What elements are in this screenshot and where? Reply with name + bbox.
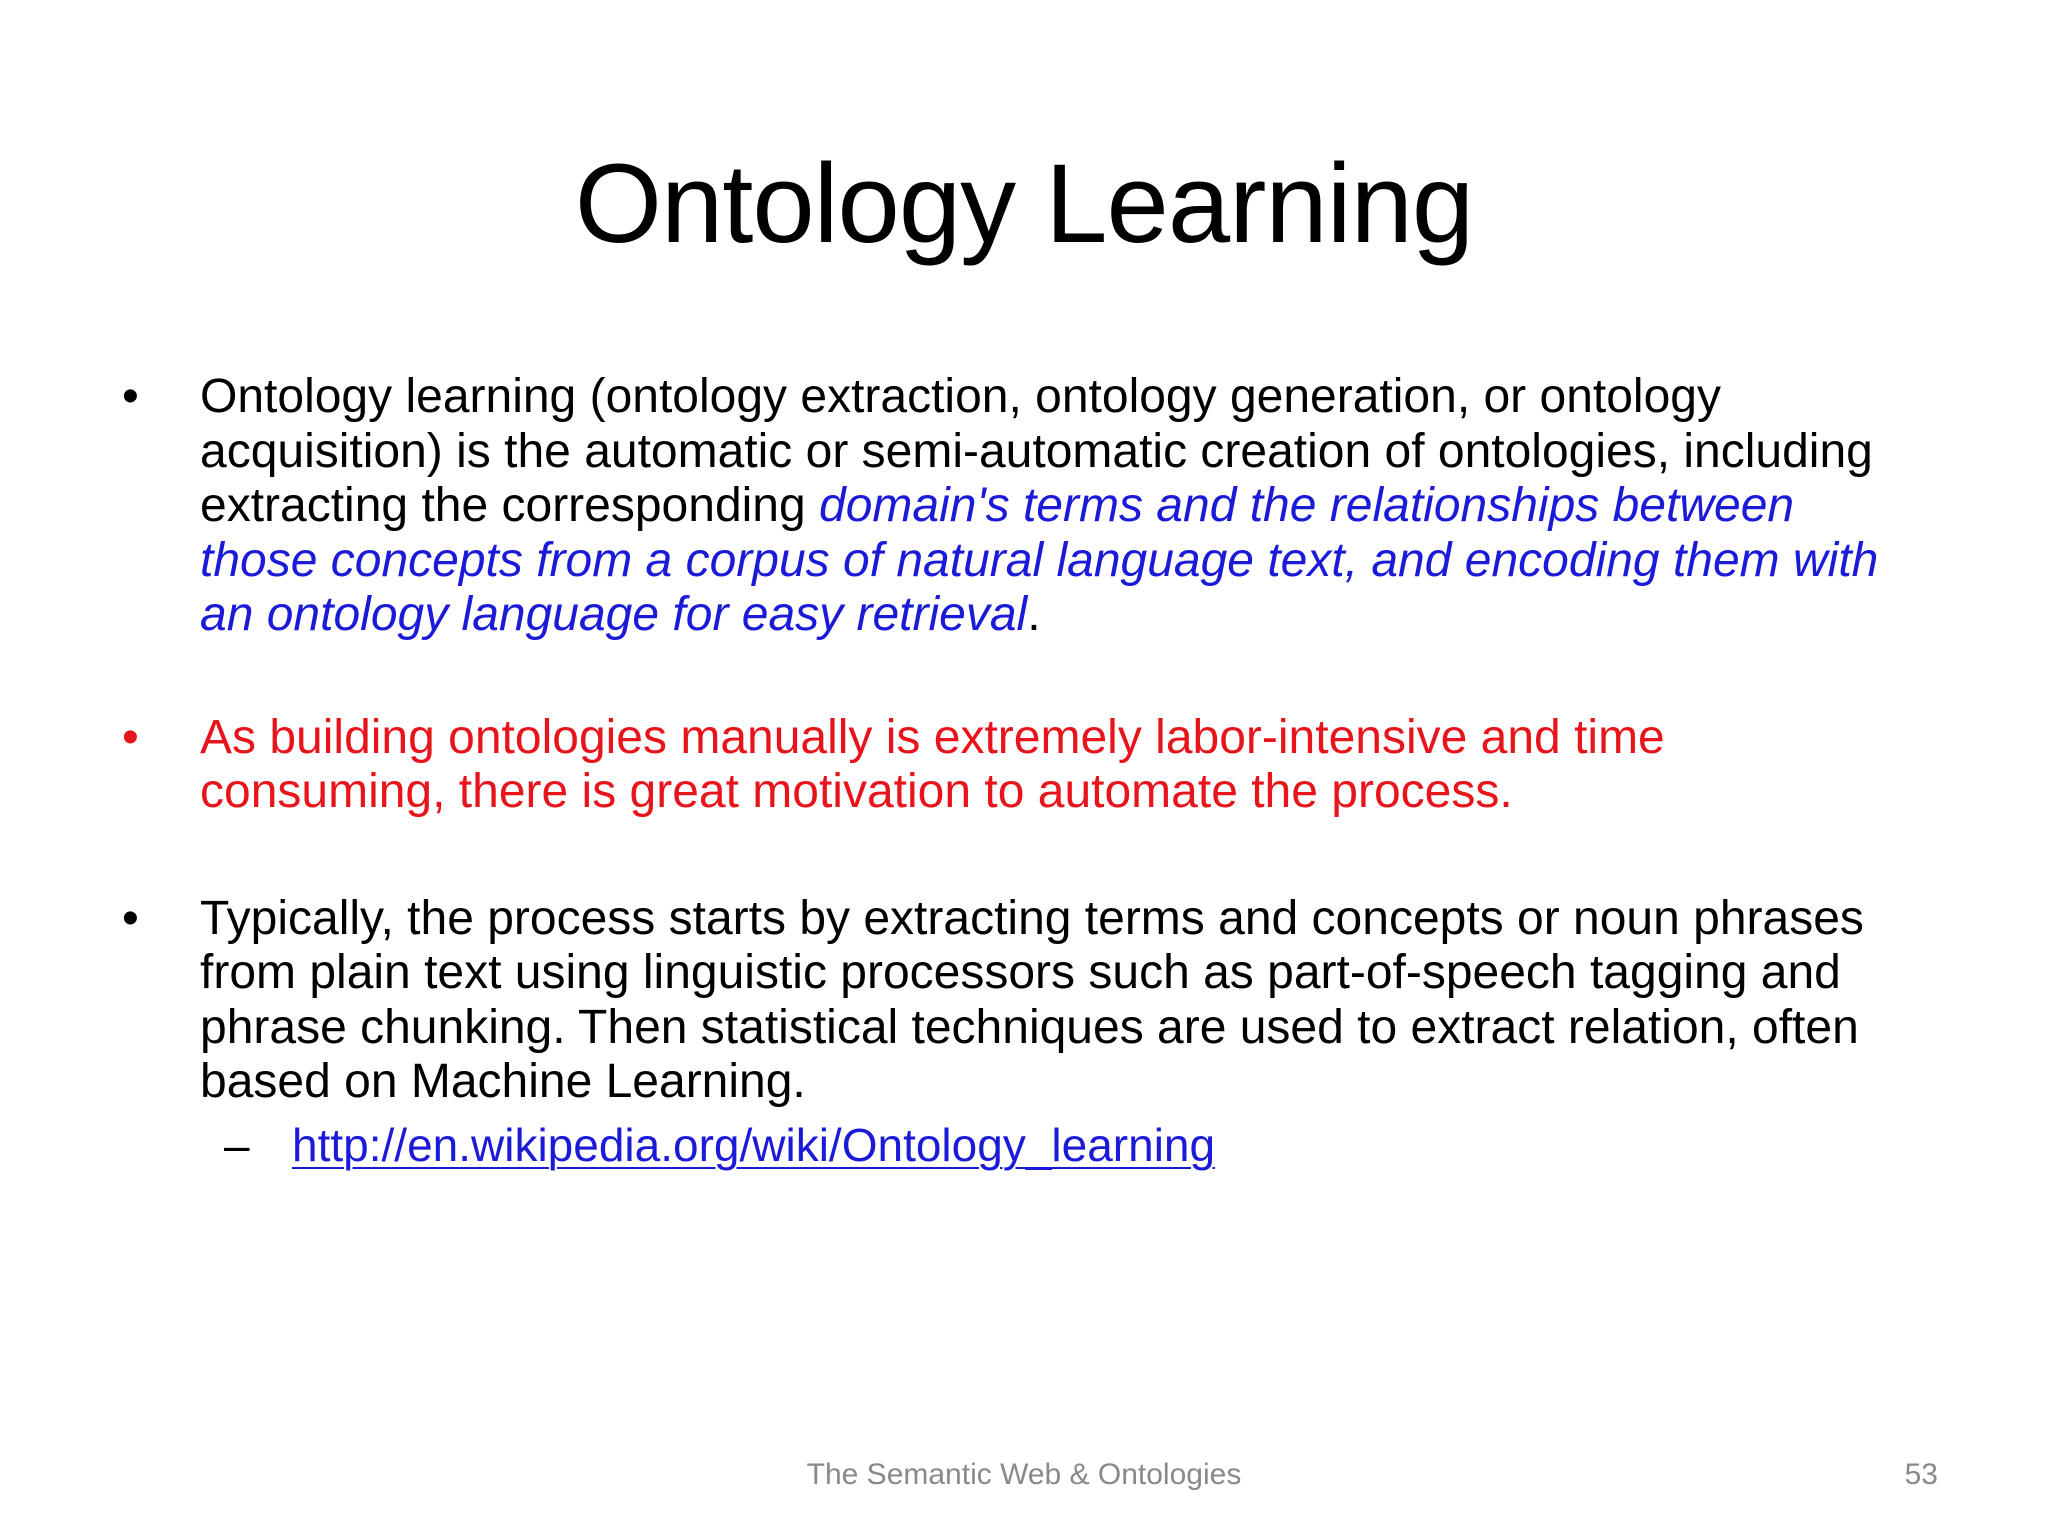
bullet-text: Typically, the process starts by extracting terms and concepts or noun phrases from plain text using linguistic processors such as part-of-speech tagging and phrase chunking. Then statistical techniques are used to extract relation, often based on Machine Learning. bbox=[200, 891, 1864, 1108]
bullet-item bbox=[122, 891, 1920, 1110]
slide-title: Ontology Learning bbox=[574, 141, 1474, 266]
bullet-item bbox=[122, 370, 1920, 643]
bullet-list bbox=[122, 370, 1920, 1172]
bullet-item bbox=[122, 710, 1920, 820]
bullet-marker: • bbox=[122, 891, 139, 945]
bullet-marker: • bbox=[122, 370, 139, 423]
page-number: 53 bbox=[1904, 1458, 1938, 1491]
wikipedia-link[interactable]: http://en.wikipedia.org/wiki/Ontology_learning bbox=[292, 1118, 1216, 1171]
footer-text: The Semantic Web & Ontologies bbox=[806, 1458, 1242, 1491]
sub-bullet-marker: – bbox=[224, 1118, 250, 1171]
bullet-emphasis-text: domain's terms and the relationships between those concepts from a corpus of natural language text, and encoding them with an ontology language for easy retrieval bbox=[200, 479, 1879, 641]
sub-bullet-item bbox=[224, 1118, 1920, 1172]
bullet-marker: • bbox=[122, 710, 139, 764]
bullet-text-end: . bbox=[1027, 588, 1041, 641]
bullet-text: Ontology learning (ontology extraction, ontology generation, or ontology acquisition) is the automatic or semi-automatic creation of ontologies, including extracting the corresponding bbox=[200, 370, 1873, 532]
bullet-text: As building ontologies manually is extremely labor-intensive and time consuming, there is great motivation to automate the process. bbox=[200, 710, 1665, 818]
